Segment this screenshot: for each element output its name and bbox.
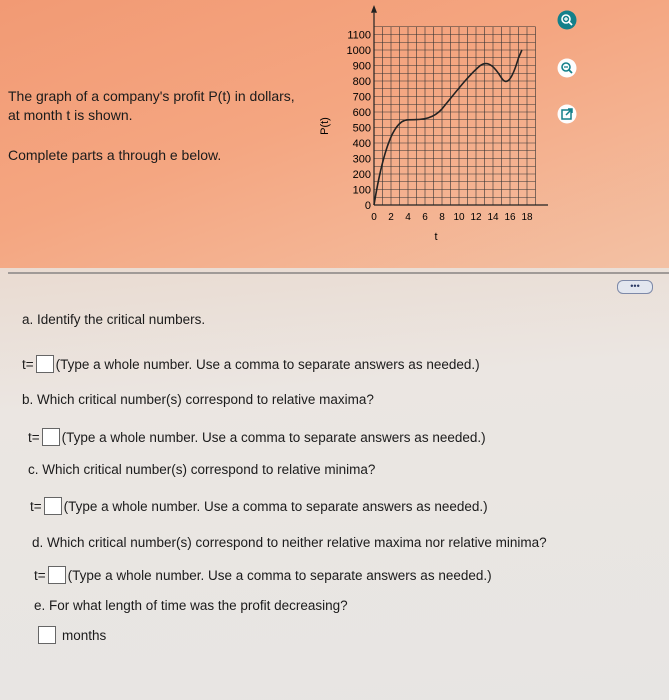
question-b: b. Which critical number(s) correspond to relative maxima? bbox=[22, 392, 374, 407]
y-tick-label: 300 bbox=[352, 153, 371, 166]
profit-graph bbox=[318, 4, 548, 244]
y-tick-label: 700 bbox=[352, 91, 371, 104]
y-tick-label: 1100 bbox=[347, 29, 371, 42]
answer-input-d[interactable] bbox=[48, 566, 66, 584]
y-axis-label: P(t) bbox=[319, 117, 331, 135]
x-tick-label: 8 bbox=[439, 212, 445, 223]
answer-input-c[interactable] bbox=[44, 497, 62, 515]
y-tick-label: 600 bbox=[352, 107, 371, 119]
answer-input-a[interactable] bbox=[36, 355, 54, 373]
answer-row-b bbox=[28, 428, 486, 446]
y-tick-label: 1000 bbox=[346, 45, 371, 57]
x-tick-label: 14 bbox=[487, 212, 499, 223]
question-e: e. For what length of time was the profit decreasing? bbox=[34, 598, 348, 613]
y-tick-label: 900 bbox=[352, 60, 371, 73]
question-a: a. Identify the critical numbers. bbox=[22, 312, 206, 327]
y-tick-label: 200 bbox=[352, 169, 371, 181]
answer-row-a bbox=[22, 355, 480, 373]
answer-input-b[interactable] bbox=[42, 428, 60, 446]
x-tick-label: 10 bbox=[453, 212, 465, 223]
y-tick-labels bbox=[347, 30, 371, 213]
x-tick-labels bbox=[371, 212, 533, 223]
answer-prefix-b: t= bbox=[28, 429, 40, 445]
graph-axes bbox=[371, 5, 548, 208]
x-tick-label: 16 bbox=[504, 212, 516, 223]
y-tick-label: 0 bbox=[364, 200, 371, 212]
prompt-line-1: The graph of a company's profit P(t) in dollars, bbox=[8, 88, 295, 104]
y-tick-label: 100 bbox=[352, 184, 371, 197]
zoom-in-icon[interactable] bbox=[557, 10, 577, 30]
answer-row-d bbox=[34, 566, 492, 584]
section-divider bbox=[8, 272, 669, 274]
more-options-button[interactable]: ••• bbox=[617, 280, 653, 294]
x-tick-label: 18 bbox=[521, 212, 533, 223]
unit-label-e: months bbox=[62, 627, 107, 643]
x-tick-label: 6 bbox=[422, 212, 428, 223]
graph-grid bbox=[374, 27, 536, 205]
answer-input-e[interactable] bbox=[38, 626, 56, 644]
y-tick-label: 800 bbox=[352, 76, 371, 88]
answer-prefix-c: t= bbox=[30, 498, 42, 514]
hint-c: (Type a whole number. Use a comma to separate answers as needed.) bbox=[63, 498, 488, 514]
answer-row-c bbox=[30, 497, 488, 515]
prompt-line-2: at month t is shown. bbox=[8, 107, 133, 123]
prompt-line-3: Complete parts a through e below. bbox=[8, 147, 222, 163]
question-d: d. Which critical number(s) correspond to neither relative maxima nor relative minima? bbox=[32, 535, 547, 550]
hint-d: (Type a whole number. Use a comma to separate answers as needed.) bbox=[67, 567, 492, 583]
x-tick-label: 0 bbox=[371, 212, 377, 223]
x-tick-label: 4 bbox=[405, 212, 411, 223]
answer-prefix-d: t= bbox=[34, 567, 46, 583]
external-link-icon[interactable] bbox=[557, 104, 577, 124]
hint-b: (Type a whole number. Use a comma to separate answers as needed.) bbox=[61, 429, 486, 445]
answer-row-e bbox=[38, 626, 106, 644]
y-tick-label: 400 bbox=[352, 138, 371, 150]
x-tick-label: 12 bbox=[470, 212, 482, 223]
y-axis-arrow bbox=[371, 5, 377, 13]
y-tick-label: 500 bbox=[352, 122, 371, 135]
hint-a: (Type a whole number. Use a comma to separate answers as needed.) bbox=[55, 356, 480, 372]
question-c: c. Which critical number(s) correspond to relative minima? bbox=[28, 462, 376, 477]
zoom-out-icon[interactable] bbox=[557, 58, 577, 78]
x-tick-label: 2 bbox=[388, 212, 394, 223]
x-axis-label: t bbox=[434, 231, 438, 243]
answer-prefix-a: t= bbox=[22, 356, 34, 372]
